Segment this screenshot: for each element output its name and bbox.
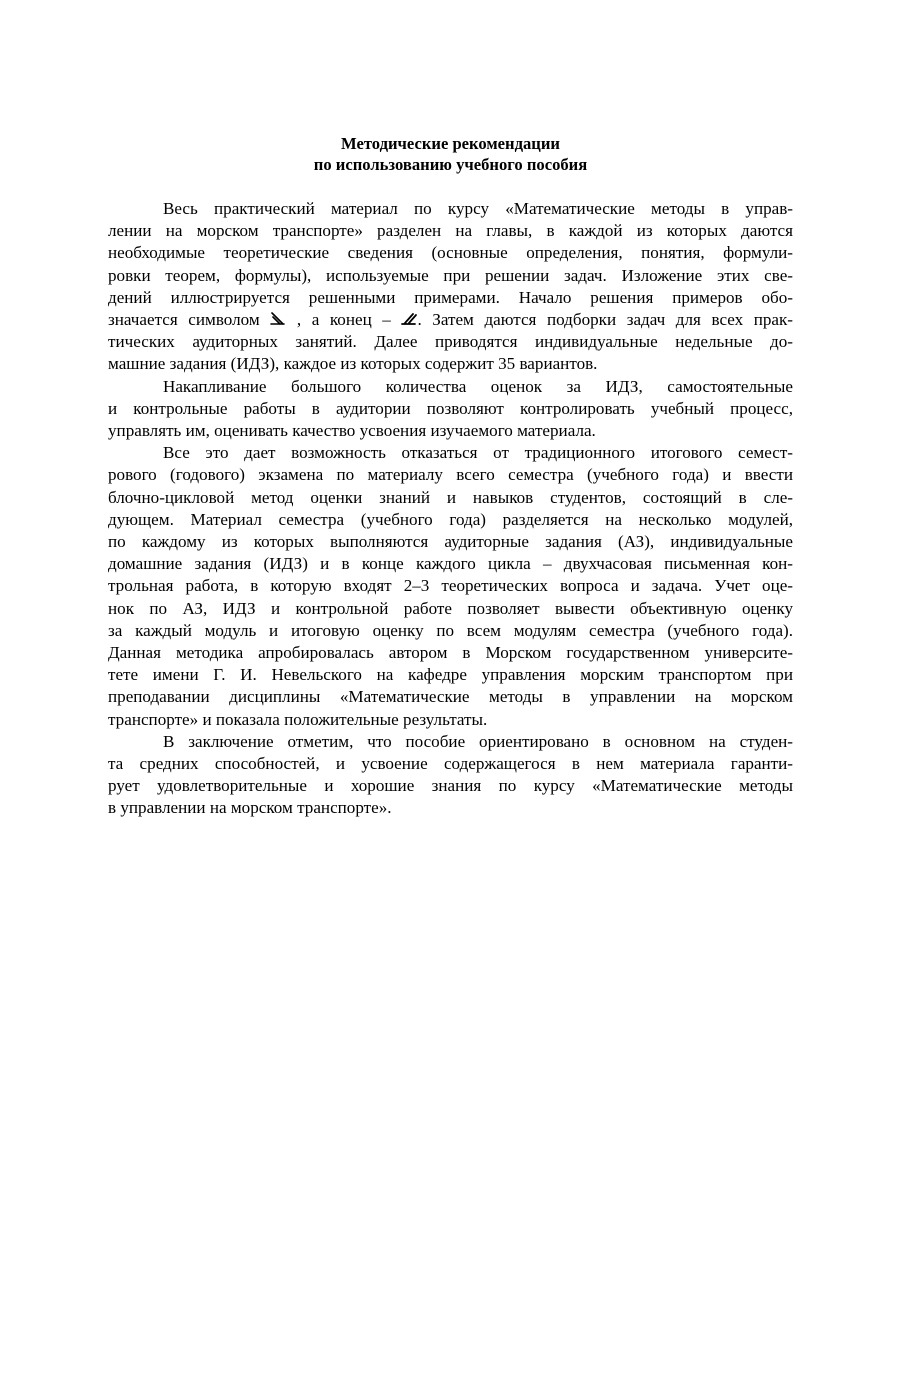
paragraph-line: нок по АЗ, ИДЗ и контрольной работе позволяет вывести объективную оценку: [108, 598, 793, 618]
title-line-1: Методические рекомендации: [341, 134, 560, 153]
paragraph-line: рует удовлетворительные и хорошие знания по курсу «Математические методы: [108, 776, 793, 796]
paragraph-4: [108, 731, 793, 820]
paragraph-line: лении на морском транспорте» разделен на главы, в каждой из которых даются: [108, 221, 793, 241]
paragraph-line: домашние задания (ИДЗ) и в конце каждого цикла – двухчасовая письменная кон-: [108, 554, 793, 574]
paragraph-line: Весь практический материал по курсу «Математические методы в управ-: [163, 199, 793, 218]
paragraph-line: и контрольные работы в аудитории позволяют контролировать учебный процесс,: [108, 398, 793, 418]
body-text: [108, 198, 793, 820]
line-part: . Затем даются подборки задач для всех прак-: [417, 310, 794, 330]
paragraph-line: рового (годового) экзамена по материалу всего семестра (учебного года) и ввести: [108, 465, 793, 485]
paragraph-line: тете имени Г. И. Невельского на кафедре управления морским транспортом при: [108, 665, 793, 685]
paragraph-line: трольная работа, в которую входят 2–3 теоретических вопроса и задача. Учет оце-: [108, 576, 793, 596]
line-part: , а конец –: [296, 310, 391, 330]
paragraph-line: управлять им, оценивать качество усвоения изучаемого материала.: [108, 421, 596, 441]
paragraph-line: в управлении на морском транспорте».: [108, 798, 392, 818]
paragraph-line: необходимые теоретические сведения (основные определения, понятия, формули-: [108, 243, 793, 263]
paragraph-2: [108, 376, 793, 443]
paragraph-line: блочно-цикловой метод оценки знаний и навыков студентов, состоящий в сле-: [108, 487, 793, 507]
paragraph-line: В заключение отметим, что пособие ориентировано в основном на студен-: [163, 731, 793, 751]
paragraph-line: ровки теорем, формулы), используемые при решении задач. Изложение этих све-: [108, 265, 793, 285]
paragraph-line: тических аудиторных занятий. Далее приводятся индивидуальные недельные до-: [108, 332, 793, 352]
line-part: значается символом: [108, 310, 260, 330]
paragraph-line: Данная методика апробировалась автором в Морском государственном университе-: [108, 643, 793, 663]
paragraph-line: по каждому из которых выполняются аудиторные задания (АЗ), индивидуальные: [108, 532, 793, 552]
paragraph-line-with-symbols: [108, 309, 793, 331]
paragraph-line: преподавании дисциплины «Математические методы в управлении на морском: [108, 687, 793, 707]
paragraph-line: дений иллюстрируется решенными примерами. Начало решения примеров обо-: [108, 287, 793, 307]
paragraph-line: Накапливание большого количества оценок за ИДЗ, самостоятельные: [163, 376, 793, 396]
title-line-2: по использованию учебного пособия: [313, 155, 588, 174]
paragraph-1: [108, 198, 793, 376]
paragraph-line: Все это дает возможность отказаться от традиционного итогового семест-: [163, 443, 793, 463]
solution-start-icon: [270, 312, 286, 326]
paragraph-3: [108, 442, 793, 731]
paragraph-line: за каждый модуль и итоговую оценку по всем модулям семестра (учебного года).: [108, 620, 793, 640]
paragraph-line: та средних способностей, и усвоение содержащегося в нем материала гаранти-: [108, 754, 793, 774]
paragraph-line: транспорте» и показала положительные результаты.: [108, 709, 488, 729]
page-title: [108, 133, 793, 175]
solution-end-icon: [401, 312, 417, 326]
paragraph-line: машние задания (ИДЗ), каждое из которых содержит 35 вариантов.: [108, 354, 598, 374]
paragraph-line: дующем. Материал семестра (учебного года) разделяется на несколько модулей,: [108, 509, 793, 529]
